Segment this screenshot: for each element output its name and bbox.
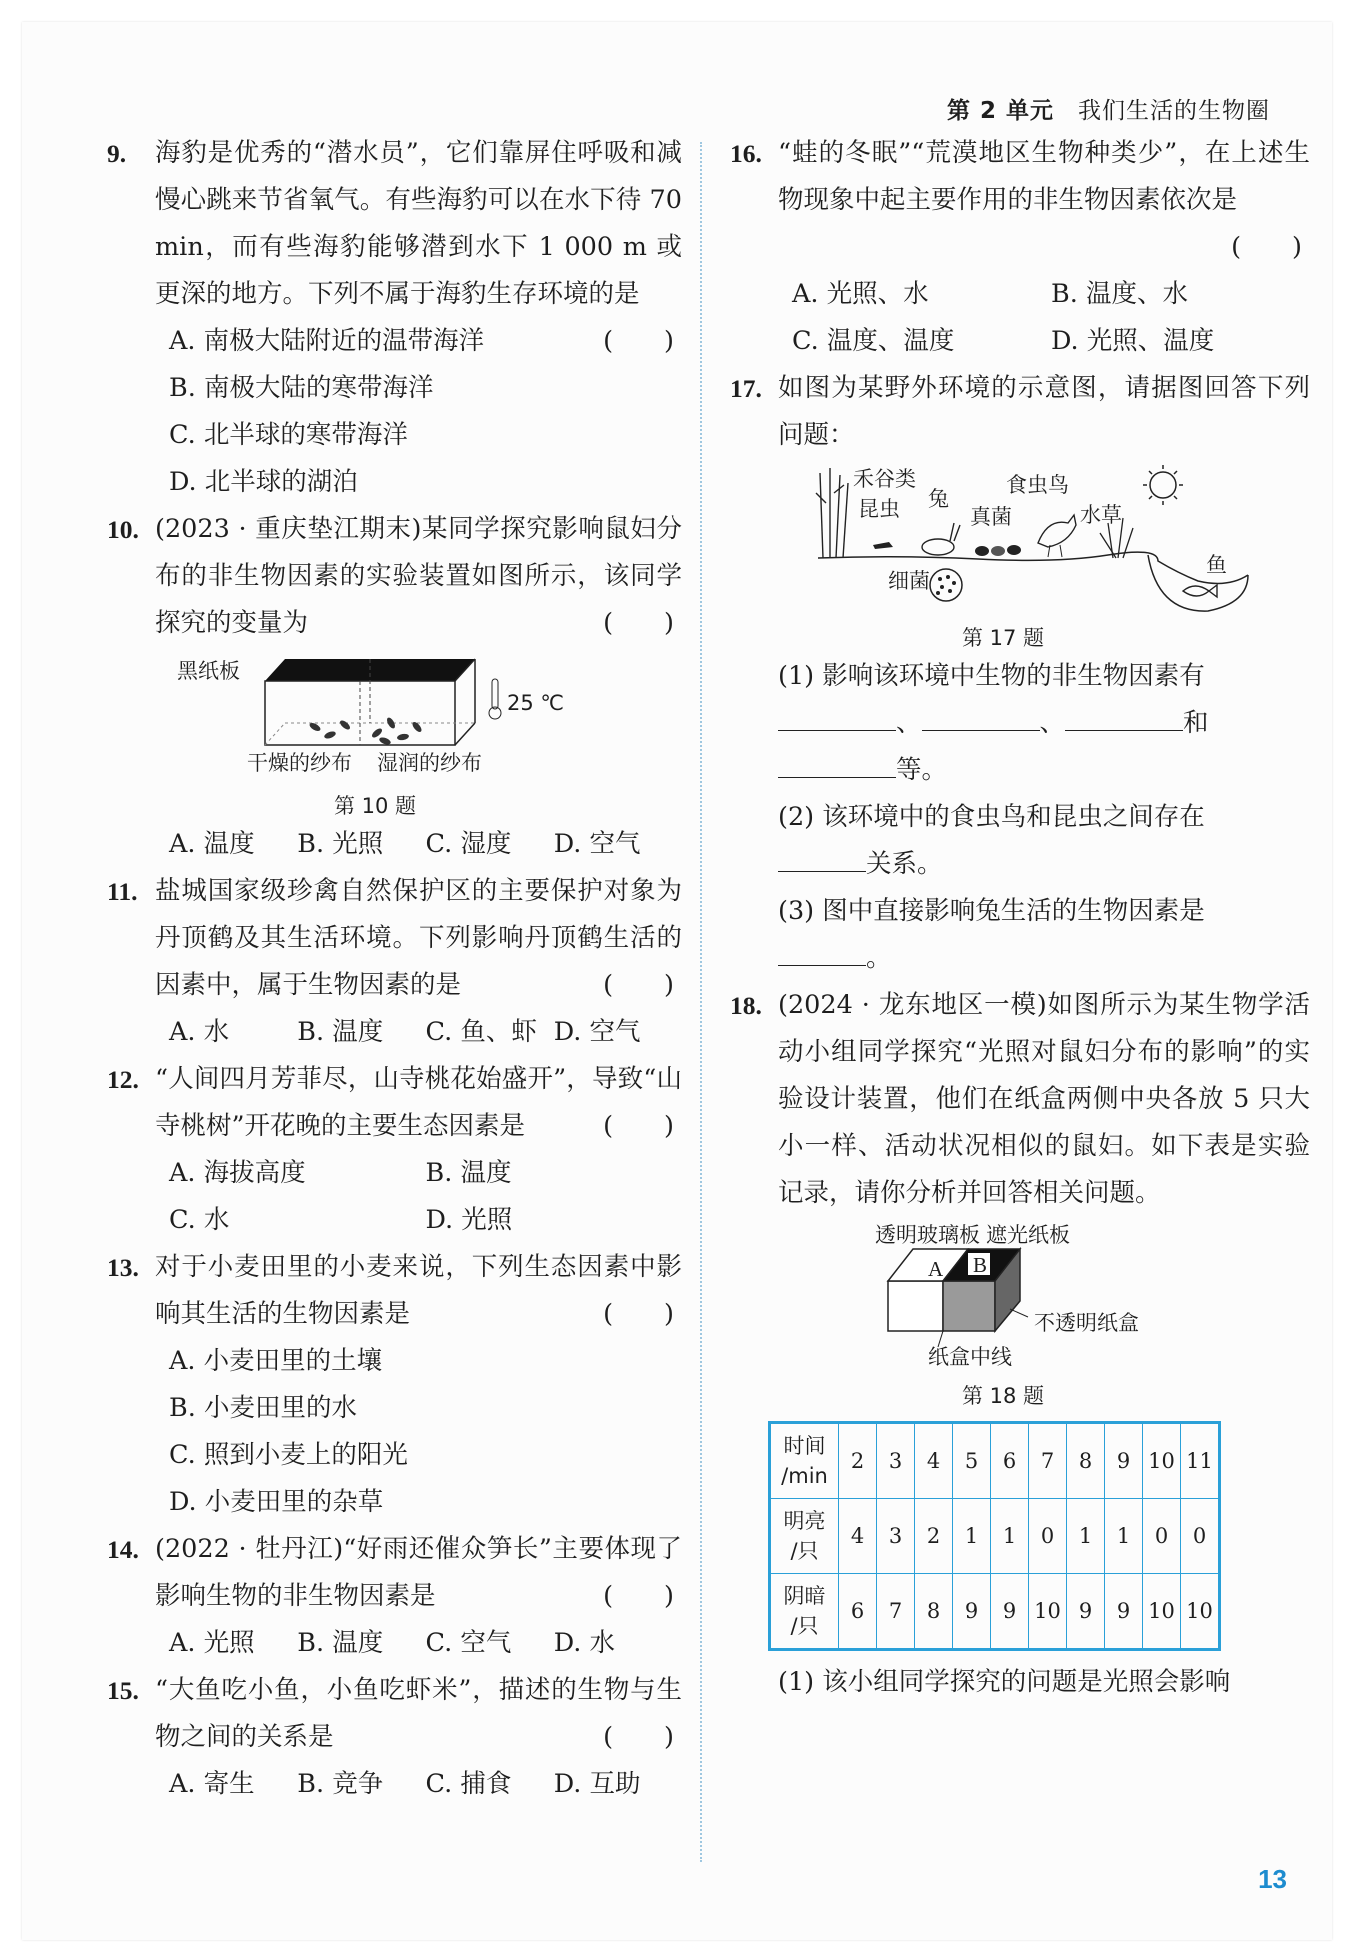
option-a[interactable]: A. 温度 bbox=[169, 829, 255, 859]
table-cell: 3 bbox=[877, 1499, 915, 1574]
question-18 bbox=[730, 982, 1310, 1706]
subquestion-1-blanks: 、 、 和 bbox=[778, 700, 1310, 747]
question-17: 17. 如图为某野外环境的示意图，请据图回答下列问题： 禾谷类 昆虫 兔 食虫鸟 真菌 水草 细菌 鱼 第 17 题 (1) 影响该环境中生物的非生物因素有 、 、 和 等。 (2) 该环境中的食虫鸟和昆虫之间存在 关系。 (3) 图中直接影响兔生活的生物因素是 。 bbox=[730, 365, 1310, 982]
figure-caption: 第 18 题 bbox=[961, 1384, 1045, 1408]
table-cell: 2 bbox=[915, 1499, 953, 1574]
option-d[interactable]: D. 互助 bbox=[553, 1769, 641, 1799]
option-a[interactable]: A. 南极大陆附近的温带海洋 bbox=[169, 326, 485, 356]
option-b[interactable]: B. 小麦田里的水 bbox=[169, 1393, 357, 1423]
option-b[interactable]: B. 温度 bbox=[297, 1017, 384, 1047]
question-stem: 对于小麦田里的小麦来说，下列生态因素中影响其生活的生物因素是 bbox=[155, 1252, 682, 1329]
table-cell: 1 bbox=[1067, 1499, 1105, 1574]
table-row bbox=[770, 1574, 1220, 1650]
options-row bbox=[155, 1009, 682, 1056]
table-cell: 2 bbox=[839, 1423, 877, 1499]
table-cell: 5 bbox=[953, 1423, 991, 1499]
table-cell: 10 bbox=[1143, 1423, 1181, 1499]
table-cell: 7 bbox=[1029, 1423, 1067, 1499]
table-cell: 0 bbox=[1029, 1499, 1067, 1574]
question-number: 12. bbox=[107, 1065, 139, 1094]
figure-18 bbox=[778, 1221, 1310, 1381]
row-header-unit: /min bbox=[781, 1464, 828, 1488]
glass-label: 透明玻璃板 bbox=[875, 1223, 980, 1247]
insect-label: 昆虫 bbox=[858, 497, 900, 521]
answer-bracket[interactable]: ( ) bbox=[603, 1111, 674, 1141]
row-header bbox=[770, 1574, 839, 1650]
question-number: 18. bbox=[730, 991, 762, 1020]
side-b-label: B bbox=[973, 1253, 988, 1277]
options-row bbox=[155, 1150, 682, 1197]
options-row bbox=[155, 821, 682, 868]
table-cell: 6 bbox=[991, 1423, 1029, 1499]
question-number: 16. bbox=[730, 139, 762, 168]
box-label: 不透明纸盒 bbox=[1034, 1311, 1139, 1335]
wet-gauze-label: 湿润的纱布 bbox=[377, 751, 482, 775]
option-d[interactable]: D. 光照 bbox=[425, 1205, 513, 1235]
option-d[interactable]: D. 小麦田里的杂草 bbox=[169, 1487, 384, 1517]
answer-blank[interactable] bbox=[1065, 702, 1183, 731]
option-c[interactable]: C. 温度、温度 bbox=[792, 326, 955, 356]
question-stem: (2022 · 牡丹江)“好雨还催众笋长”主要体现了影响生物的非生物因素是 bbox=[155, 1534, 682, 1611]
worksheet-page bbox=[22, 22, 1332, 1940]
table-cell: 0 bbox=[1181, 1499, 1220, 1574]
option-d[interactable]: D. 水 bbox=[553, 1628, 615, 1658]
answer-blank[interactable] bbox=[778, 937, 866, 966]
question-stem: 海豹是优秀的“潜水员”，它们靠屏住呼吸和减慢心跳来节省氧气。有些海豹可以在水下待 70 min，而有些海豹能够潜到水下 1 000 m 或更深的地方。下列不属于海豹生存环境的是 bbox=[155, 138, 682, 309]
table-cell: 9 bbox=[1105, 1574, 1143, 1650]
option-a[interactable]: A. 光照、水 bbox=[792, 279, 929, 309]
question-number: 15. bbox=[107, 1676, 139, 1705]
table-cell: 6 bbox=[839, 1574, 877, 1650]
table-cell: 9 bbox=[1105, 1423, 1143, 1499]
unit-label: 第 2 单元 bbox=[946, 98, 1054, 124]
table-cell: 9 bbox=[953, 1574, 991, 1650]
subquestion-1: (1) 影响该环境中生物的非生物因素有 bbox=[778, 661, 1205, 691]
table-row bbox=[770, 1499, 1220, 1574]
question-stem: (2024 · 龙东地区一模)如图所示为某生物学活动小组同学探究“光照对鼠妇分布的影响”的实验设计装置，他们在纸盒两侧中央各放 5 只大小一样、活动状况相似的鼠妇。如下表是实验记录，请你分析并回答相关问题。 bbox=[778, 990, 1310, 1208]
option-b[interactable]: B. 光照 bbox=[297, 829, 384, 859]
question-9 bbox=[107, 130, 682, 506]
row-header-text: 时间 bbox=[783, 1434, 826, 1458]
question-stem: “人间四月芳菲尽，山寺桃花始盛开”，导致“山寺桃树”开花晚的主要生态因素是 bbox=[155, 1064, 682, 1141]
answer-bracket[interactable]: ( ) bbox=[603, 1722, 674, 1752]
options-row bbox=[155, 1197, 682, 1244]
page-header bbox=[947, 92, 1270, 125]
question-stem: “大鱼吃小鱼，小鱼吃虾米”，描述的生物与生物之间的关系是 bbox=[155, 1675, 682, 1752]
table-cell: 11 bbox=[1181, 1423, 1220, 1499]
row-header-unit: /只 bbox=[790, 1614, 819, 1638]
question-number: 11. bbox=[107, 877, 138, 906]
midline-label: 纸盒中线 bbox=[928, 1345, 1012, 1369]
answer-bracket[interactable]: ( ) bbox=[603, 326, 674, 356]
table-cell: 1 bbox=[953, 1499, 991, 1574]
side-a-label: A bbox=[928, 1257, 944, 1281]
subquestion-2: (2) 该环境中的食虫鸟和昆虫之间存在 bbox=[778, 802, 1205, 832]
answer-bracket[interactable]: ( ) bbox=[1231, 232, 1302, 262]
option-a[interactable]: A. 小麦田里的土壤 bbox=[169, 1346, 383, 1376]
question-stem: “蛙的冬眠”“荒漠地区生物种类少”，在上述生物现象中起主要作用的非生物因素依次是 bbox=[778, 138, 1310, 215]
option-b[interactable]: B. 竞争 bbox=[297, 1769, 384, 1799]
option-c[interactable]: C. 水 bbox=[169, 1205, 230, 1235]
options-row bbox=[155, 1761, 682, 1808]
option-a[interactable]: A. 光照 bbox=[169, 1628, 255, 1658]
figure-10 bbox=[155, 651, 682, 791]
bird-label: 食虫鸟 bbox=[1006, 473, 1069, 497]
figure-17 bbox=[778, 463, 1310, 623]
table-cell: 9 bbox=[1067, 1574, 1105, 1650]
option-d[interactable]: D. 北半球的湖泊 bbox=[169, 467, 358, 497]
answer-bracket[interactable]: ( ) bbox=[603, 1581, 674, 1611]
shade-label: 遮光纸板 bbox=[986, 1223, 1070, 1247]
fungus-label: 真菌 bbox=[970, 505, 1012, 529]
table-cell: 1 bbox=[991, 1499, 1029, 1574]
option-c[interactable]: C. 鱼、虾 bbox=[425, 1017, 537, 1047]
table-cell: 10 bbox=[1181, 1574, 1220, 1650]
subquestion-1: (1) 该小组同学探究的问题是光照会影响 bbox=[778, 1667, 1231, 1697]
row-header bbox=[770, 1499, 839, 1574]
question-13 bbox=[107, 1244, 682, 1526]
question-stem: (2023 · 重庆垫江期末)某同学探究影响鼠妇分布的非生物因素的实验装置如图所示，该同学探究的变量为 bbox=[155, 514, 682, 638]
column-divider bbox=[700, 142, 702, 1862]
row-header-text: 阴暗 bbox=[783, 1584, 826, 1608]
question-stem: 盐城国家级珍禽自然保护区的主要保护对象为丹顶鹤及其生活环境。下列影响丹顶鹤生活的因素中，属于生物因素的是 bbox=[155, 876, 682, 1000]
options-row bbox=[155, 1620, 682, 1667]
question-16 bbox=[730, 130, 1310, 365]
question-15 bbox=[107, 1667, 682, 1808]
fish-label: 鱼 bbox=[1206, 553, 1227, 577]
option-b[interactable]: B. 温度、水 bbox=[1051, 279, 1188, 309]
question-14 bbox=[107, 1526, 682, 1667]
unit-title: 我们生活的生物圈 bbox=[1078, 98, 1270, 124]
answer-blank[interactable] bbox=[778, 749, 896, 778]
option-d[interactable]: D. 空气 bbox=[553, 1017, 641, 1047]
table-cell: 4 bbox=[915, 1423, 953, 1499]
answer-blank[interactable] bbox=[778, 843, 866, 872]
answer-bracket[interactable]: ( ) bbox=[603, 1299, 674, 1329]
table-cell: 1 bbox=[1105, 1499, 1143, 1574]
table-cell: 7 bbox=[877, 1574, 915, 1650]
question-number: 17. bbox=[730, 374, 762, 403]
dry-gauze-label: 干燥的纱布 bbox=[247, 751, 352, 775]
question-number: 14. bbox=[107, 1535, 139, 1564]
table-cell: 0 bbox=[1143, 1499, 1181, 1574]
option-c[interactable]: C. 湿度 bbox=[425, 829, 512, 859]
subquestion-3: (3) 图中直接影响兔生活的生物因素是 bbox=[778, 896, 1205, 926]
board-label: 黑纸板 bbox=[177, 659, 240, 683]
option-a[interactable]: A. 水 bbox=[169, 1017, 230, 1047]
answer-blank[interactable] bbox=[922, 702, 1040, 731]
left-column bbox=[107, 130, 682, 1808]
rabbit-label: 兔 bbox=[928, 487, 949, 511]
option-a[interactable]: A. 寄生 bbox=[169, 1769, 255, 1799]
question-number: 9. bbox=[107, 139, 127, 168]
table-cell: 10 bbox=[1143, 1574, 1181, 1650]
record-table bbox=[768, 1421, 1221, 1651]
bacteria-label: 细菌 bbox=[888, 569, 930, 593]
question-number: 13. bbox=[107, 1253, 139, 1282]
right-column bbox=[730, 130, 1310, 1706]
figure-caption: 第 17 题 bbox=[961, 626, 1045, 650]
answer-blank[interactable] bbox=[778, 702, 896, 731]
page-number: 13 bbox=[1258, 1864, 1287, 1894]
option-c[interactable]: C. 北半球的寒带海洋 bbox=[169, 420, 408, 450]
option-c[interactable]: C. 照到小麦上的阳光 bbox=[169, 1440, 408, 1470]
question-10 bbox=[107, 506, 682, 868]
answer-bracket[interactable]: ( ) bbox=[603, 970, 674, 1000]
row-header bbox=[770, 1423, 839, 1499]
table-cell: 8 bbox=[915, 1574, 953, 1650]
option-b[interactable]: B. 南极大陆的寒带海洋 bbox=[169, 373, 434, 403]
table-cell: 4 bbox=[839, 1499, 877, 1574]
temperature-label: 25 ℃ bbox=[507, 691, 564, 715]
answer-bracket[interactable]: ( ) bbox=[603, 608, 674, 638]
figure-caption: 第 10 题 bbox=[333, 794, 417, 818]
option-d[interactable]: D. 光照、温度 bbox=[1051, 326, 1215, 356]
grain-label: 禾谷类 bbox=[853, 467, 916, 491]
question-11 bbox=[107, 868, 682, 1056]
table-cell: 9 bbox=[991, 1574, 1029, 1650]
table-cell: 10 bbox=[1029, 1574, 1067, 1650]
option-a[interactable]: A. 海拔高度 bbox=[169, 1158, 306, 1188]
question-number: 10. bbox=[107, 515, 139, 544]
row-header-unit: /只 bbox=[790, 1539, 819, 1563]
option-b[interactable]: B. 温度 bbox=[425, 1158, 512, 1188]
options-row bbox=[778, 318, 1310, 365]
table-row bbox=[770, 1423, 1220, 1499]
options-row bbox=[778, 271, 1310, 318]
table-cell: 3 bbox=[877, 1423, 915, 1499]
option-c[interactable]: C. 捕食 bbox=[425, 1769, 512, 1799]
option-c[interactable]: C. 空气 bbox=[425, 1628, 512, 1658]
question-stem: 如图为某野外环境的示意图，请据图回答下列问题： bbox=[778, 373, 1310, 450]
option-b[interactable]: B. 温度 bbox=[297, 1628, 384, 1658]
row-header-text: 明亮 bbox=[783, 1509, 826, 1533]
table-cell: 8 bbox=[1067, 1423, 1105, 1499]
grass-label: 水草 bbox=[1080, 503, 1122, 527]
option-d[interactable]: D. 空气 bbox=[553, 829, 641, 859]
question-12 bbox=[107, 1056, 682, 1244]
